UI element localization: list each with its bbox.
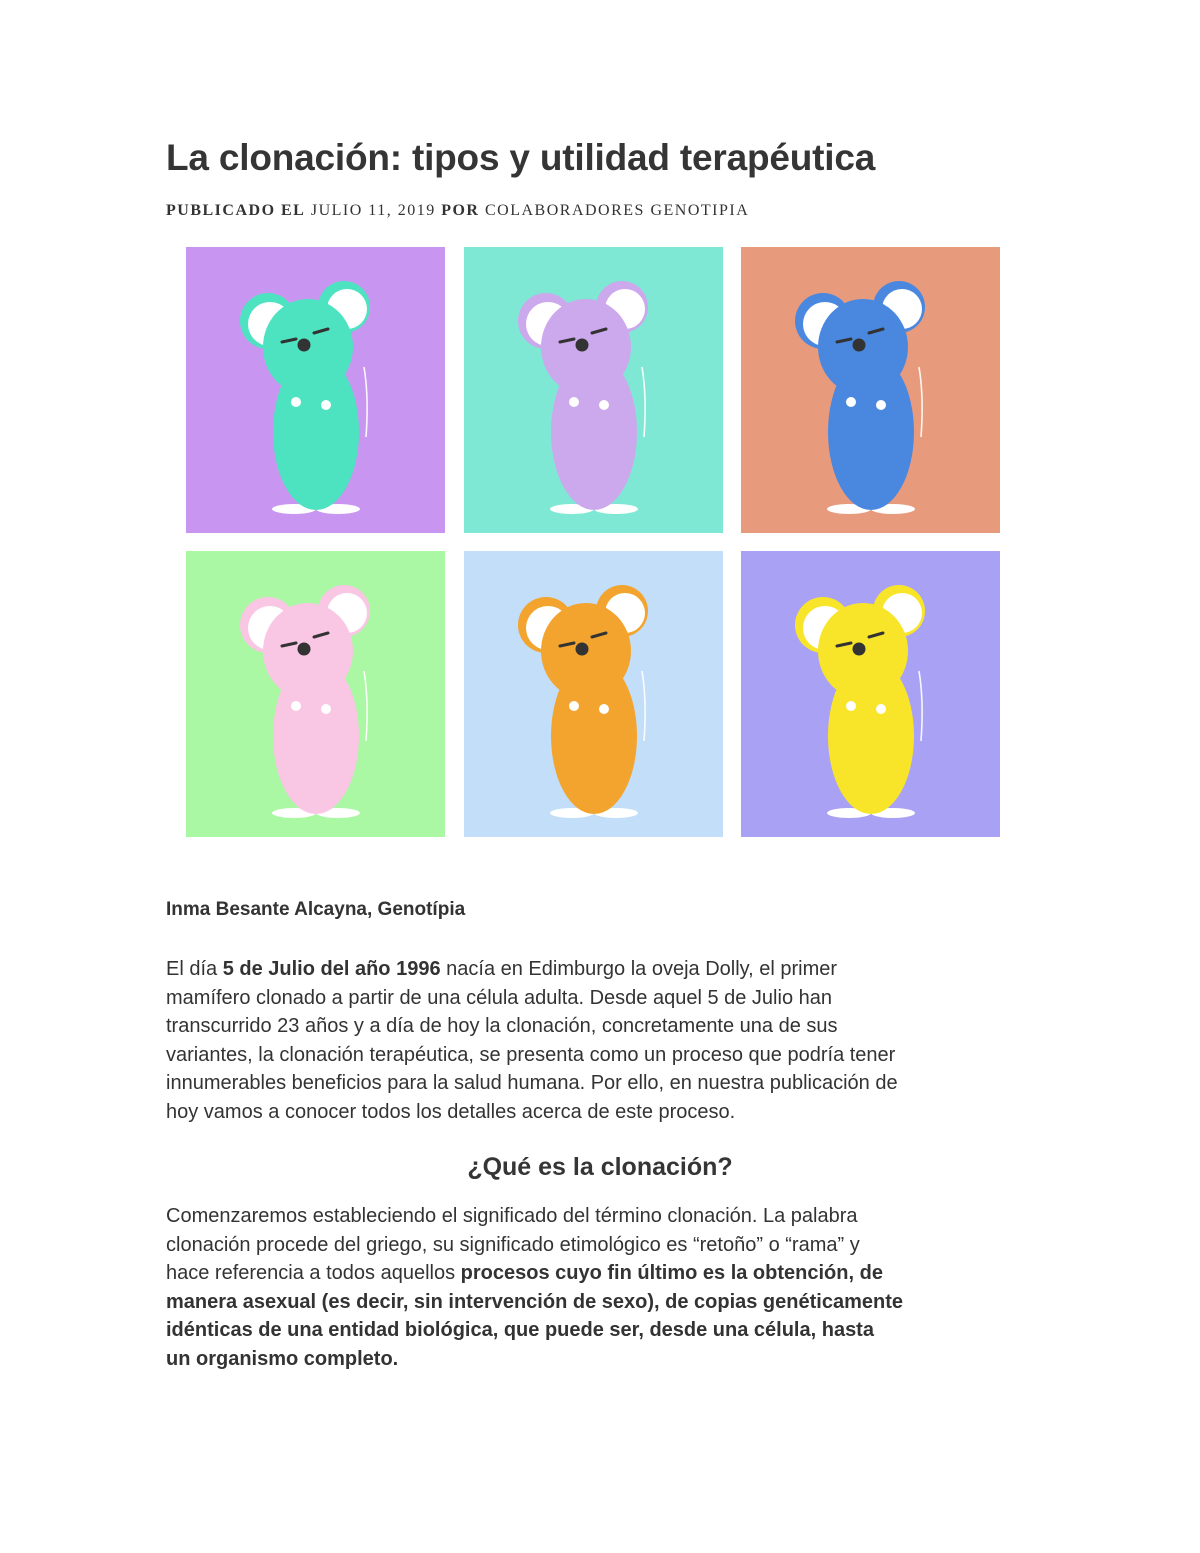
section-line: Comenzaremos estableciendo el significado del término clonación. La palabra [166,1205,858,1227]
mouse-tile [464,551,723,837]
page-title: La clonación: tipos y utilidad terapéutica [166,137,876,178]
mouse-drawing [186,247,445,533]
intro-line: innumerables beneficios para la salud humana. Por ello, en nuestra publicación de [166,1072,898,1095]
section-paragraph [166,1202,1046,1374]
mouse-drawing [741,551,1000,837]
intro-line: El día 5 de Julio del año 1996 nacía en Edimburgo la oveja Dolly, el primer [166,958,838,980]
mouse-tile [741,551,1000,837]
intro-line: transcurrido 23 años y a día de hoy la clonación, concretamente una de sus [166,1015,838,1038]
section-heading: ¿Qué es la clonación? [467,1153,733,1181]
mouse-tile [186,551,445,837]
section-line: idénticas de una entidad biológica, que puede ser, desde una célula, hasta [166,1319,874,1342]
post-author: COLABORADORES GENOTIPIA [484,202,750,219]
post-date: JULIO 11, 2019 [310,202,436,219]
cloned-mice-illustration [186,247,1001,837]
mouse-tile [186,247,445,533]
mouse-drawing [464,247,723,533]
intro-line: variantes, la clonación terapéutica, se presenta como un proceso que podría tener [166,1043,896,1066]
section-line: clonación procede del griego, su significado etimológico es “retoño” o “rama” y [166,1233,860,1256]
section-line: manera asexual (es decir, sin intervención de sexo), de copias genéticamente [166,1290,903,1313]
intro-paragraph [166,955,1046,1127]
section-line: hace referencia a todos aquellos procesos cuyo fin último es la obtención, de [166,1262,883,1285]
section-line: un organismo completo. [166,1347,399,1370]
mouse-tile [464,247,723,533]
article-byline: Inma Besante Alcayna, Genotípia [166,899,466,920]
post-meta [166,202,749,220]
intro-line: mamífero clonado a partir de una célula adulta. Desde aquel 5 de Julio han [166,986,832,1009]
by-label: POR [441,202,480,219]
mouse-drawing [741,247,1000,533]
mouse-drawing [464,551,723,837]
published-label: PUBLICADO EL [166,202,306,219]
mouse-drawing [186,551,445,837]
intro-line: hoy vamos a conocer todos los detalles acerca de este proceso. [166,1100,736,1123]
mouse-tile [741,247,1000,533]
